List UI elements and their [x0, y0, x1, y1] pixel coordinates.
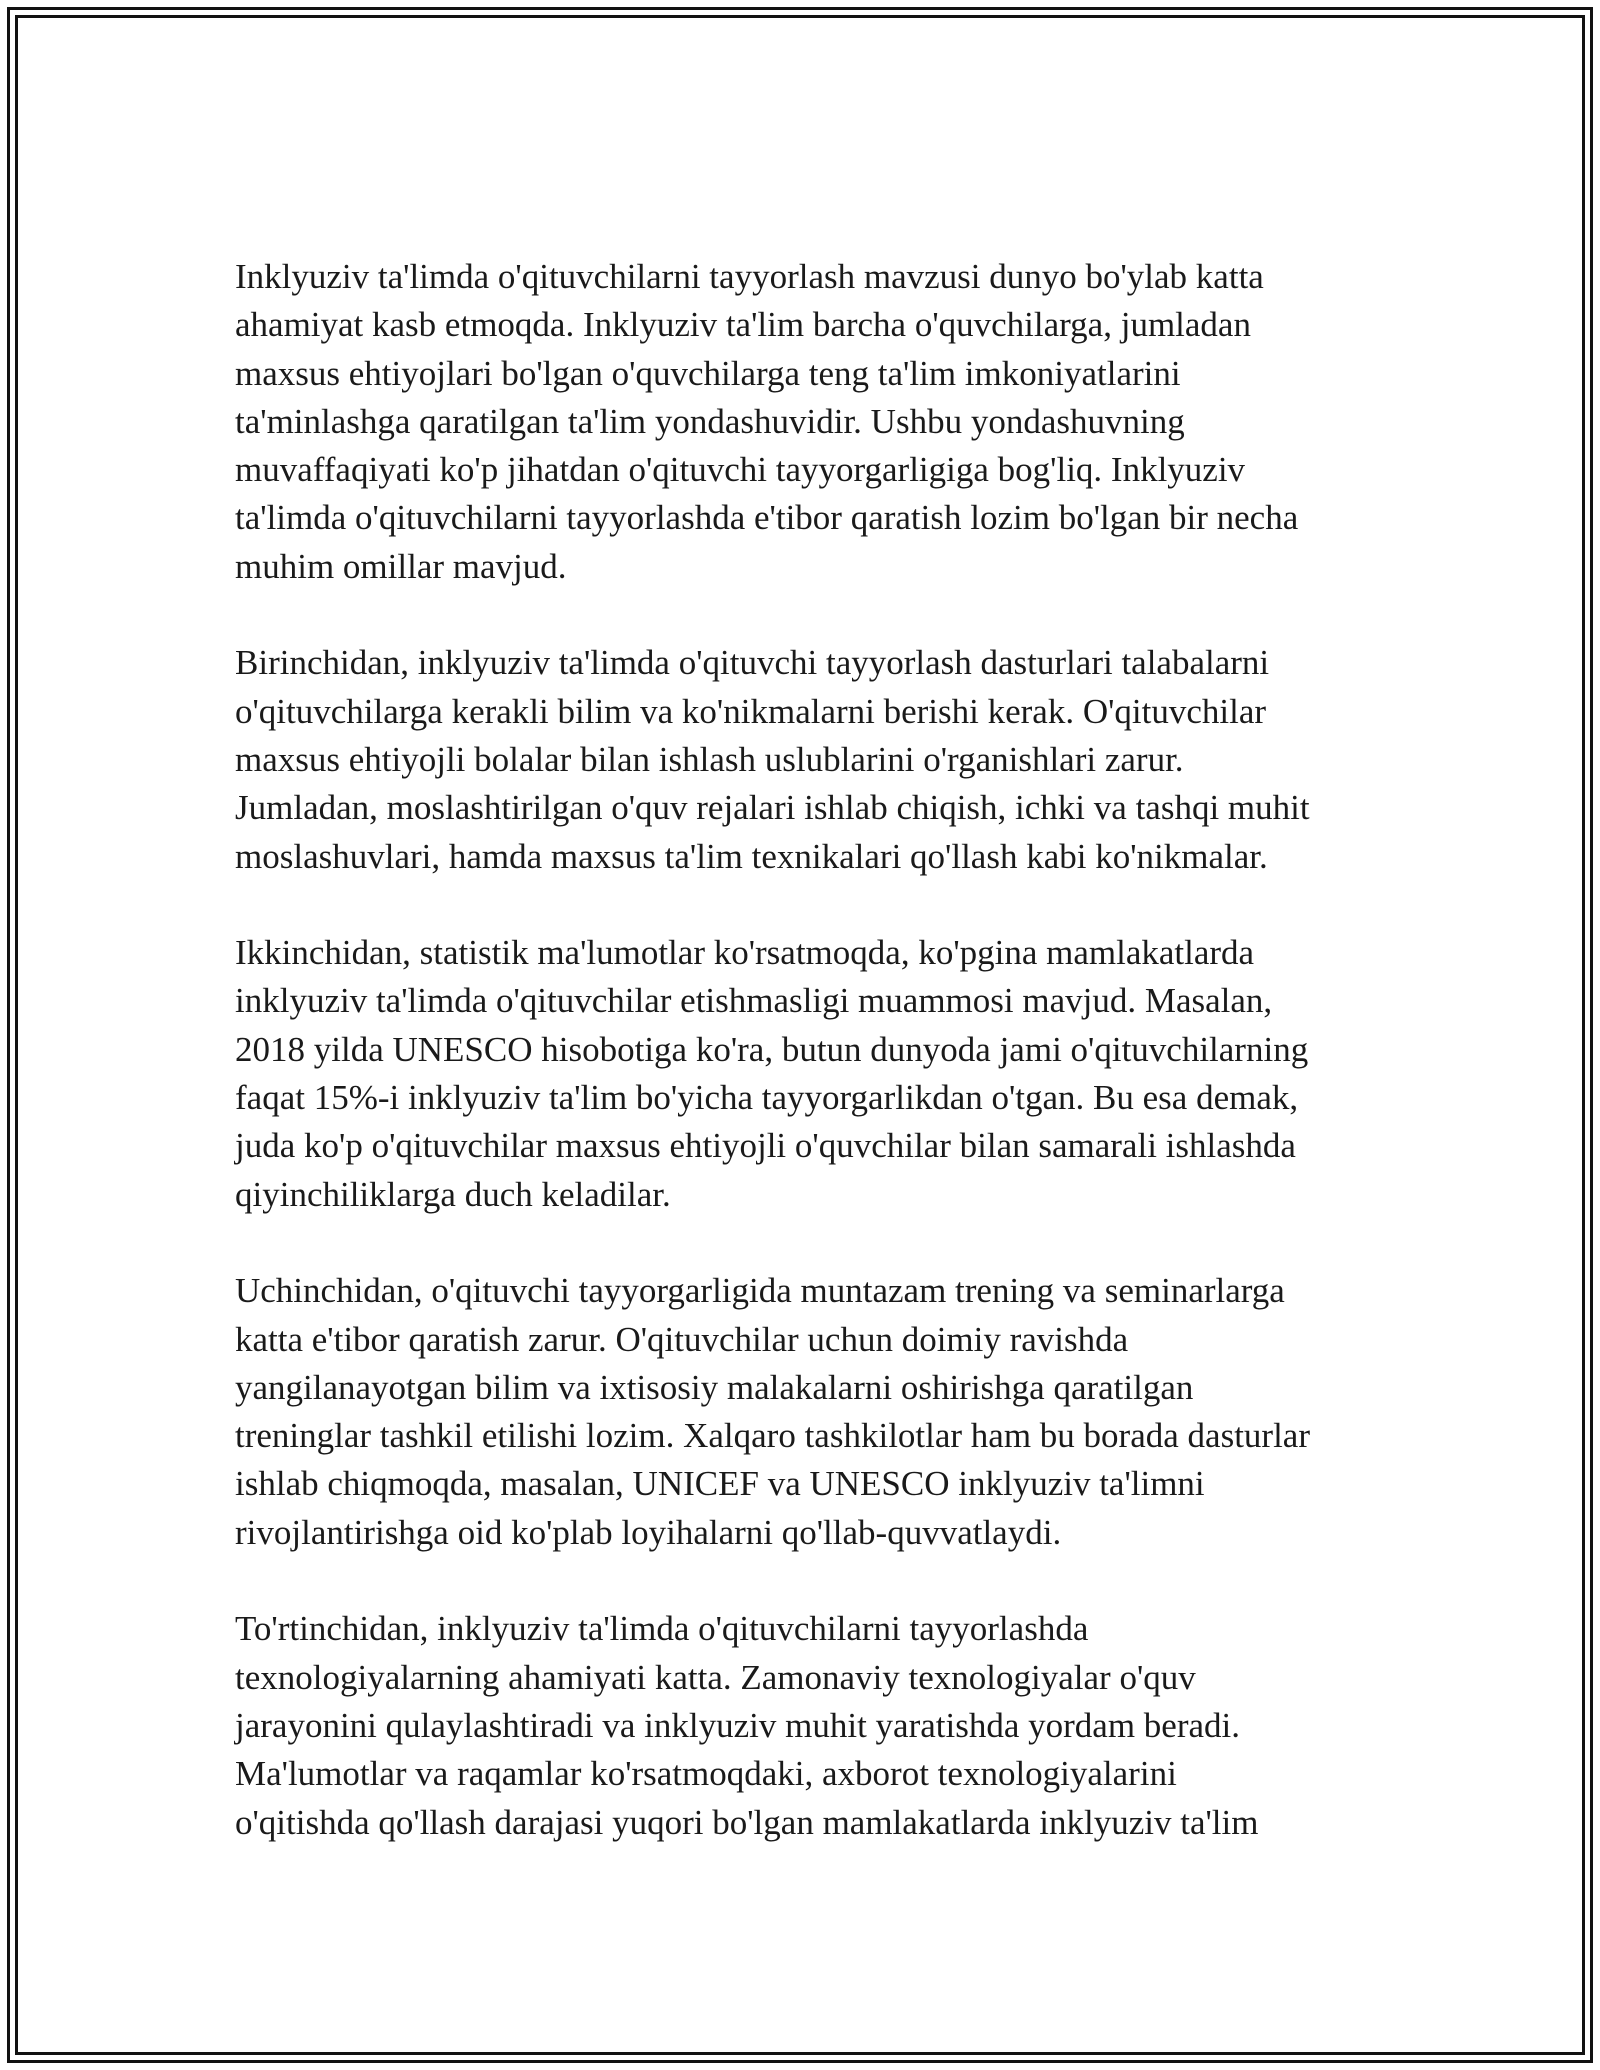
text-line: Jumladan, moslashtirilgan o'quv rejalari ishlab chiqish, ichki va tashqi muhit — [235, 788, 1310, 828]
text-line: katta e'tibor qaratish zarur. O'qituvchilar uchun doimiy ravishda — [235, 1319, 1129, 1359]
text-line: ta'minlashga qaratilgan ta'lim yondashuvidir. Ushbu yondashuvning — [235, 401, 1185, 441]
text-line: To'rtinchidan, inklyuziv ta'limda o'qituvchilarni tayyorlashda — [235, 1609, 1089, 1649]
text-line: o'qituvchilarga kerakli bilim va ko'nikmalarni berishi kerak. O'qituvchilar — [235, 691, 1267, 731]
text-line: treninglar tashkil etilishi lozim. Xalqaro tashkilotlar ham bu borada dasturlar — [235, 1416, 1310, 1456]
text-line: Birinchidan, inklyuziv ta'limda o'qituvchi tayyorlash dasturlari talabalarni — [235, 643, 1270, 683]
paragraph-fourth — [235, 1605, 1375, 1846]
text-line: Uchinchidan, o'qituvchi tayyorgarligida muntazam trening va seminarlarga — [235, 1271, 1285, 1311]
text-line: muvaffaqiyati ko'p jihatdan o'qituvchi tayyorgarligiga bog'liq. Inklyuziv — [235, 450, 1246, 490]
paragraph-intro — [235, 253, 1375, 591]
text-line: ahamiyat kasb etmoqda. Inklyuziv ta'lim barcha o'quvchilarga, jumladan — [235, 305, 1251, 345]
paragraph-third — [235, 1267, 1375, 1557]
text-line: o'qitishda qo'llash darajasi yuqori bo'lgan mamlakatlarda inklyuziv ta'lim — [235, 1802, 1259, 1842]
text-line: qiyinchiliklarga duch keladilar. — [235, 1174, 671, 1214]
paragraph-second — [235, 929, 1375, 1219]
paragraph-first — [235, 639, 1375, 880]
text-line: faqat 15%-i inklyuziv ta'lim bo'yicha tayyorgarlikdan o'tgan. Bu esa demak, — [235, 1078, 1299, 1118]
text-line: Ikkinchidan, statistik ma'lumotlar ko'rsatmoqda, ko'pgina mamlakatlarda — [235, 933, 1255, 973]
text-line: yangilanayotgan bilim va ixtisosiy malakalarni oshirishga qaratilgan — [235, 1367, 1194, 1407]
text-line: jarayonini qulaylashtiradi va inklyuziv muhit yaratishda yordam beradi. — [235, 1705, 1241, 1745]
text-line: maxsus ehtiyojlari bo'lgan o'quvchilarga teng ta'lim imkoniyatlarini — [235, 353, 1181, 393]
text-line: rivojlantirishga oid ko'plab loyihalarni qo'llab-quvvatlaydi. — [235, 1512, 1062, 1552]
text-line: 2018 yilda UNESCO hisobotiga ko'ra, butun dunyoda jami o'qituvchilarning — [235, 1029, 1309, 1069]
document-body — [235, 253, 1375, 1895]
text-line: juda ko'p o'qituvchilar maxsus ehtiyojli o'quvchilar bilan samarali ishlashda — [235, 1126, 1296, 1166]
text-line: maxsus ehtiyojli bolalar bilan ishlash uslublarini o'rganishlari zarur. — [235, 739, 1184, 779]
text-line: inklyuziv ta'limda o'qituvchilar etishmasligi muammosi mavjud. Masalan, — [235, 981, 1273, 1021]
text-line: Inklyuziv ta'limda o'qituvchilarni tayyorlash mavzusi dunyo bo'ylab katta — [235, 257, 1264, 296]
text-line: muhim omillar mavjud. — [235, 546, 567, 586]
text-line: ta'limda o'qituvchilarni tayyorlashda e'tibor qaratish lozim bo'lgan bir necha — [235, 498, 1299, 538]
text-line: moslashuvlari, hamda maxsus ta'lim texnikalari qo'llash kabi ko'nikmalar. — [235, 836, 1268, 876]
text-line: texnologiyalarning ahamiyati katta. Zamonaviy texnologiyalar o'quv — [235, 1657, 1196, 1697]
text-line: ishlab chiqmoqda, masalan, UNICEF va UNESCO inklyuziv ta'limni — [235, 1464, 1205, 1504]
text-line: Ma'lumotlar va raqamlar ko'rsatmoqdaki, axborot texnologiyalarini — [235, 1754, 1177, 1794]
